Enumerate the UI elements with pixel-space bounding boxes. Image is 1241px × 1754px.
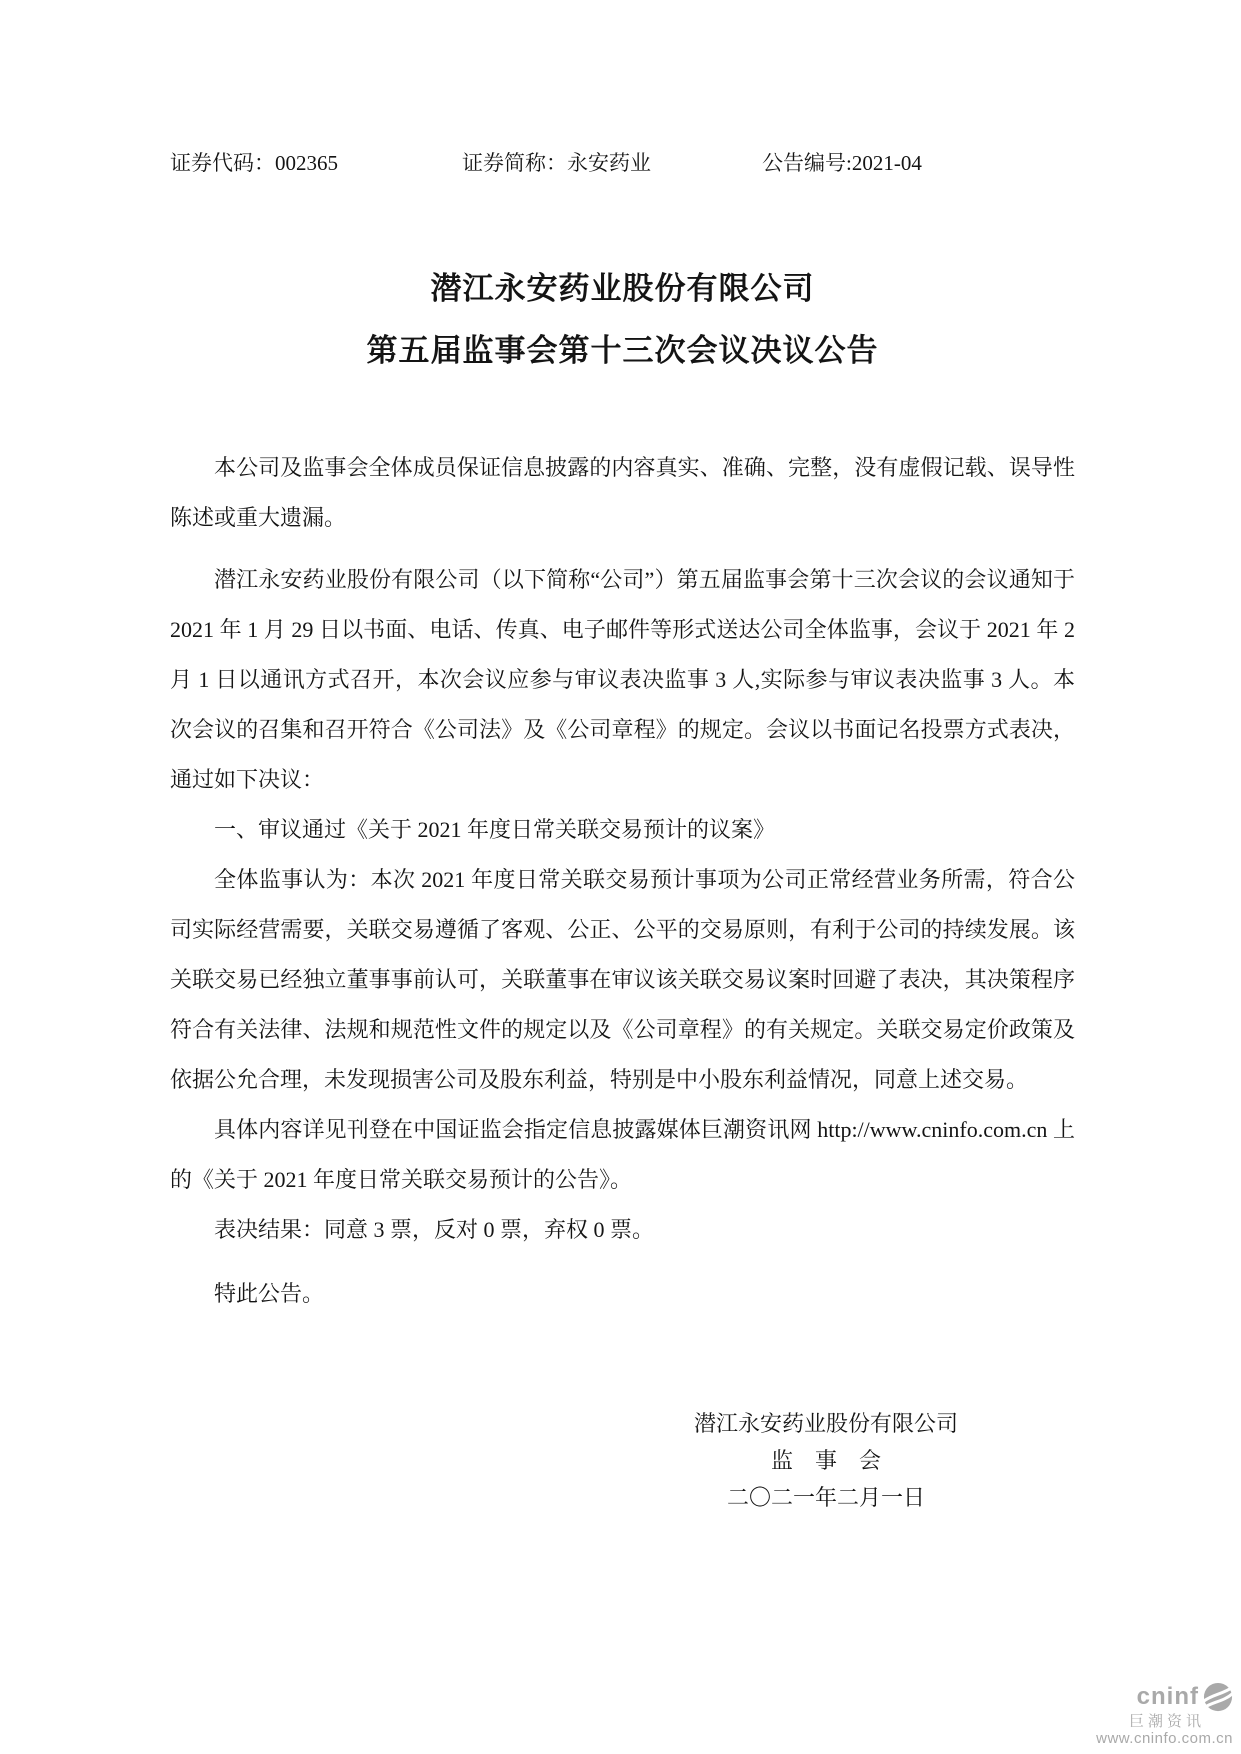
signature-date: 二〇二一年二月一日: [726, 1485, 925, 1510]
disclosure-info-paragraph: 具体内容详见刊登在中国证监会指定信息披露媒体巨潮资讯网 http://www.cninfo.com.cn 上的《关于 2021 年度日常关联交易预计的公告》。: [170, 1117, 1075, 1192]
closing-line: 特此公告。: [214, 1281, 325, 1306]
cninfo-swirl-icon: [1203, 1682, 1233, 1712]
cninfo-brand-text: cninf: [1136, 1683, 1199, 1710]
stock-name: 证券简称：永安药业: [462, 151, 651, 175]
cninfo-brand-row: [1096, 1682, 1233, 1712]
cninfo-chinese-name: 巨潮资讯: [1128, 1713, 1205, 1730]
statement-paragraph: 本公司及监事会全体成员保证信息披露的内容真实、准确、完整，没有虚假记载、误导性陈述或重大遗漏。: [170, 455, 1075, 530]
signature-block: [656, 1405, 996, 1516]
announcement-number: 公告编号:2021-04: [762, 151, 922, 175]
resolution-heading: 一、审议通过《关于 2021 年度日常关联交易预计的议案》: [214, 817, 776, 842]
vote-result-line: 表决结果：同意 3 票，反对 0 票，弃权 0 票。: [214, 1217, 655, 1242]
cninfo-watermark: [1096, 1682, 1233, 1748]
meeting-info-paragraph: 潜江永安药业股份有限公司（以下简称“公司”）第五届监事会第十三次会议的会议通知于 2021 年 1 月 29 日以书面、电话、传真、电子邮件等形式送达公司全体监事，会议于 2021 年 2 月 1 日以通讯方式召开，本次会议应参与审议表决监事 3 人,实际参与审议表决监事 3 人。本次会议的召集和召开符合《公司法》及《公司章程》的规定。会议以书面记名投票方式表决，通过如下决议：: [170, 567, 1075, 792]
document-title-company: 潜江永安药业股份有限公司: [430, 271, 815, 306]
document-title-meeting: 第五届监事会第十三次会议决议公告: [366, 333, 879, 368]
document-content: [170, 0, 1075, 1516]
cninfo-url-text: www.cninfo.com.cn: [1096, 1730, 1233, 1747]
resolution-opinion-paragraph: 全体监事认为：本次 2021 年度日常关联交易预计事项为公司正常经营业务所需，符合公司实际经营需要，关联交易遵循了客观、公正、公平的交易原则，有利于公司的持续发展。该关联交易已经独立董事事前认可，关联董事在审议该关联交易议案时回避了表决，其决策程序符合有关法律、法规和规范性文件的规定以及《公司章程》的有关规定。关联交易定价政策及依据公允合理，未发现损害公司及股东利益，特别是中小股东利益情况，同意上述交易。: [170, 867, 1075, 1092]
document-body: [170, 443, 1075, 1319]
signature-company: 潜江永安药业股份有限公司: [693, 1411, 958, 1436]
document-header-row: [170, 148, 1075, 178]
stock-code: 证券代码：002365: [170, 151, 338, 175]
signature-board: 监 事 会: [770, 1448, 881, 1473]
